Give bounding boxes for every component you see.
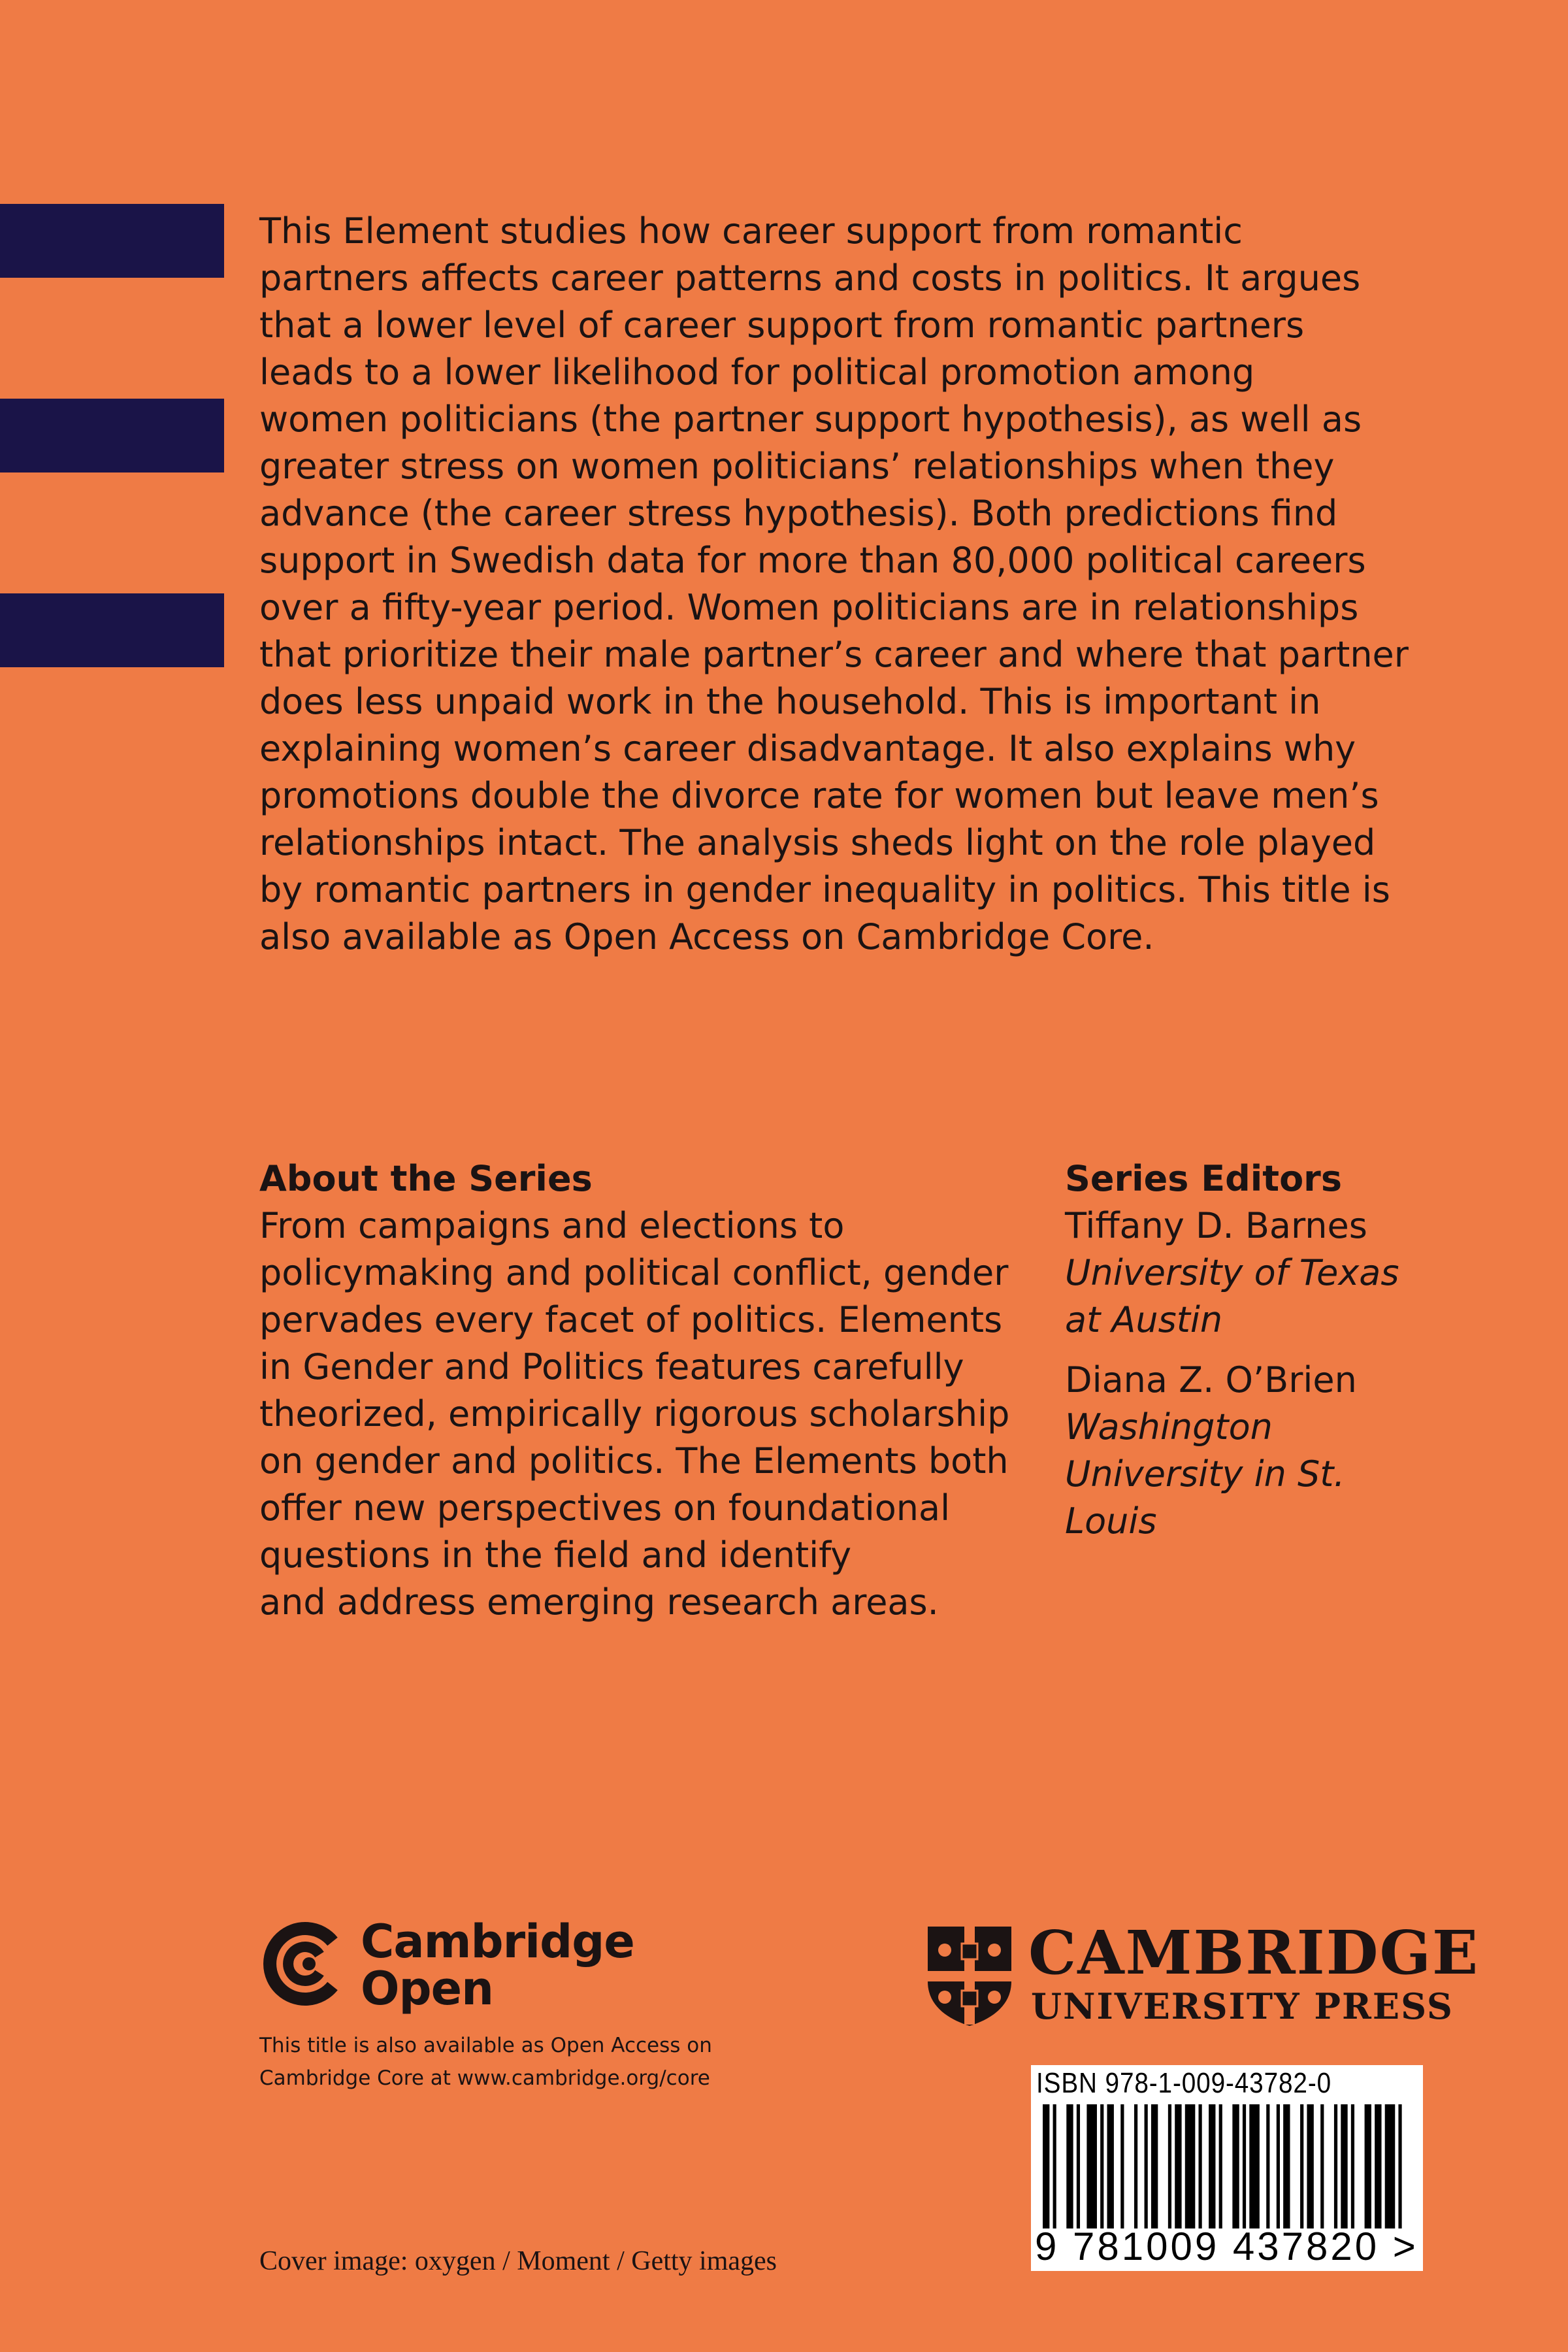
open-access-note: This title is also available as Open Access on Cambridge Core at www.cambridge.org/core [259, 2034, 712, 2090]
editor-entry [1065, 1202, 1431, 1344]
editor-name: Tiffany D. Barnes [1065, 1205, 1367, 1246]
decorative-bar-2 [0, 399, 224, 472]
decorative-bar-3 [0, 593, 224, 667]
cambridge-open-wordmark: Cambridge Open [361, 1915, 634, 2015]
editor-name: Diana Z. O’Brien [1065, 1359, 1357, 1400]
series-editors-heading: Series Editors [1065, 1158, 1342, 1199]
isbn-label: ISBN 978-1-009-43782-0 [1036, 2067, 1332, 2099]
isbn-barcode [1031, 2065, 1423, 2271]
publisher-name: CAMBRIDGE [1028, 1917, 1480, 1988]
about-series-text: From campaigns and elections to policymaking and political conflict, gender pervades every facet of politics. Elements in Gender and Politics features carefully theorized, empirically rigorous scholarship on gender and politics. The Elements both offer new perspectives on foundational questions in the field and identify and address emerging research areas. [259, 1205, 1010, 1623]
editor-affiliation: University of Texas at Austin [1065, 1252, 1399, 1340]
cambridge-shield-icon [925, 1924, 1014, 2027]
editor-affiliation: Washington University in St. Louis [1065, 1406, 1345, 1542]
cover-image-credit: Cover image: oxygen / Moment / Getty images [259, 2246, 777, 2276]
book-blurb: This Element studies how career support from romantic partners affects career patterns and costs in politics. It argues that a lower level of career support from romantic partners leads to a lower likelihood for political promotion among women politicians (the partner support hypothesis), as well as greater stress on women politicians’ relationships when they advance (the career stress hypothesis). Both predictions find support in Swedish data for more than 80,000 political careers over a fifty-year period. Women politicians are in relationships that prioritize their male partner’s career and where that partner does less unpaid work in the household. This is important in explaining women’s career disadvantage. It also explains why promotions double the divorce rate for women but leave men’s relationships intact. The analysis sheds light on the role played by romantic partners in gender inequality in politics. This title is also available as Open Access on Cambridge Core. [259, 210, 1409, 957]
decorative-bar-1 [0, 204, 224, 278]
barcode-bars [1043, 2104, 1409, 2228]
about-series-section [259, 1155, 1050, 1626]
cambridge-open-logo-icon [259, 1918, 351, 2010]
barcode-digits: 9 781009 437820 > [1035, 2225, 1418, 2268]
publisher-subname: UNIVERSITY PRESS [1031, 1985, 1454, 2027]
editor-entry [1065, 1357, 1431, 1545]
series-editors-section [1065, 1155, 1431, 1558]
about-series-heading: About the Series [259, 1158, 593, 1199]
